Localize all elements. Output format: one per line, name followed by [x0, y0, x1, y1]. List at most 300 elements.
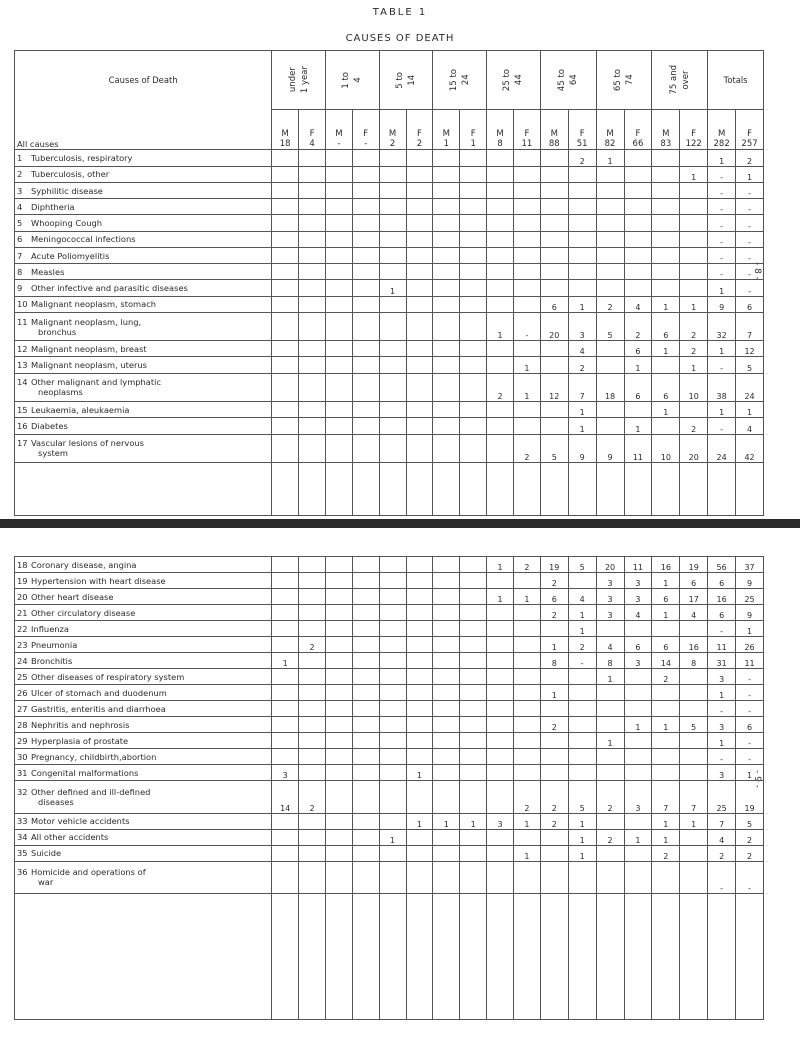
count-cell: 24 — [736, 373, 764, 401]
count-cell — [460, 199, 487, 215]
count-cell — [433, 557, 460, 573]
count-cell — [352, 621, 379, 637]
blank-cell — [433, 463, 460, 516]
count-cell — [299, 685, 326, 701]
count-cell — [325, 829, 352, 845]
count-cell — [352, 402, 379, 418]
blank-cell — [596, 463, 624, 516]
count-cell: 3 — [272, 765, 299, 781]
count-cell — [596, 418, 624, 434]
sex-header: M — [662, 129, 670, 140]
cause-text: Syphilitic disease — [31, 185, 103, 196]
blank-cell — [299, 893, 326, 1019]
count-cell — [513, 669, 540, 685]
count-cell — [352, 296, 379, 312]
count-cell — [272, 685, 299, 701]
count-cell: 3 — [708, 669, 736, 685]
count-cell — [299, 402, 326, 418]
count-cell: 1 — [513, 373, 540, 401]
count-cell: 10 — [680, 373, 708, 401]
count-cell — [652, 247, 680, 263]
causes-of-death-table-part-1 — [14, 50, 764, 516]
blank-cell — [708, 893, 736, 1019]
count-cell — [513, 653, 540, 669]
count-cell: - — [736, 280, 764, 296]
blank-cell — [736, 893, 764, 1019]
age-group-label-line: over — [680, 70, 691, 90]
cause-number: 26 — [17, 687, 28, 698]
count-cell — [272, 418, 299, 434]
count-cell — [352, 215, 379, 231]
table-row — [15, 749, 764, 765]
table-row — [15, 653, 764, 669]
count-cell — [568, 280, 596, 296]
count-cell — [680, 150, 708, 166]
cause-number: 31 — [17, 767, 28, 778]
count-cell — [325, 701, 352, 717]
count-cell — [652, 280, 680, 296]
count-cell: 4 — [568, 341, 596, 357]
count-cell — [487, 166, 514, 182]
cause-number: 24 — [17, 655, 28, 666]
count-cell: 9 — [736, 573, 764, 589]
count-cell: 1 — [406, 813, 433, 829]
count-cell — [272, 247, 299, 263]
blank-cell — [568, 463, 596, 516]
count-cell — [299, 166, 326, 182]
count-cell — [596, 621, 624, 637]
count-cell — [352, 247, 379, 263]
sex-header: F — [635, 129, 641, 140]
count-cell: 4 — [736, 418, 764, 434]
all-causes-count: 1 — [443, 139, 450, 150]
count-cell — [406, 357, 433, 373]
count-cell: 2 — [513, 434, 540, 462]
count-cell — [379, 605, 406, 621]
count-cell — [540, 845, 568, 861]
count-cell — [652, 231, 680, 247]
cause-text-continued: bronchus — [38, 326, 77, 337]
cause-text: Ulcer of stomach and duodenum — [31, 687, 167, 698]
blank-cell — [624, 893, 652, 1019]
table-row — [15, 150, 764, 166]
age-group-header — [540, 51, 596, 110]
count-cell — [652, 861, 680, 893]
count-cell — [299, 150, 326, 166]
count-cell: - — [513, 312, 540, 340]
count-cell: - — [708, 264, 736, 280]
count-cell — [406, 166, 433, 182]
count-cell — [680, 749, 708, 765]
count-cell: 1 — [736, 765, 764, 781]
count-cell — [487, 669, 514, 685]
count-cell — [652, 621, 680, 637]
all-causes-count: 8 — [497, 139, 503, 150]
sex-header: M — [717, 129, 726, 140]
age-group-label-line: 5 to — [395, 71, 406, 89]
count-cell — [433, 357, 460, 373]
count-cell: 14 — [272, 781, 299, 813]
cause-text: Whooping Cough — [31, 218, 103, 229]
count-cell: 1 — [272, 653, 299, 669]
count-cell: 6 — [652, 637, 680, 653]
count-cell — [487, 573, 514, 589]
count-cell: - — [708, 231, 736, 247]
count-cell: 3 — [487, 813, 514, 829]
count-cell: 7 — [736, 312, 764, 340]
count-cell: 1 — [652, 829, 680, 845]
sex-total-cell — [433, 109, 460, 150]
page-number-8: - 8 - — [752, 262, 762, 280]
count-cell — [379, 296, 406, 312]
count-cell: 2 — [299, 781, 326, 813]
count-cell — [513, 733, 540, 749]
cause-label — [15, 653, 272, 669]
blank-cell — [652, 463, 680, 516]
all-causes-count: - — [364, 139, 368, 150]
count-cell — [352, 150, 379, 166]
count-cell: 1 — [596, 733, 624, 749]
cause-text: Diphtheria — [31, 201, 75, 212]
count-cell: 1 — [487, 557, 514, 573]
count-cell — [460, 215, 487, 231]
count-cell — [379, 653, 406, 669]
cause-number: 14 — [17, 377, 28, 388]
cause-label — [15, 749, 272, 765]
count-cell — [624, 199, 652, 215]
all-causes-count: 282 — [713, 139, 730, 150]
count-cell — [379, 701, 406, 717]
count-cell — [540, 357, 568, 373]
count-cell — [272, 402, 299, 418]
count-cell — [352, 573, 379, 589]
cause-label — [15, 573, 272, 589]
count-cell — [460, 829, 487, 845]
count-cell: 1 — [680, 813, 708, 829]
count-cell — [379, 166, 406, 182]
blank-cell — [272, 893, 299, 1019]
count-cell: - — [568, 653, 596, 669]
count-cell: 6 — [680, 573, 708, 589]
count-cell: 2 — [652, 845, 680, 861]
cause-number: 22 — [17, 623, 28, 634]
count-cell: 1 — [568, 296, 596, 312]
count-cell: 3 — [624, 589, 652, 605]
blank-cell — [433, 893, 460, 1019]
count-cell: 1 — [460, 813, 487, 829]
count-cell — [352, 166, 379, 182]
count-cell — [272, 829, 299, 845]
count-cell — [680, 733, 708, 749]
count-cell — [624, 845, 652, 861]
count-cell — [272, 813, 299, 829]
count-cell — [624, 733, 652, 749]
count-cell: 3 — [708, 765, 736, 781]
count-cell — [652, 733, 680, 749]
count-cell: 1 — [708, 150, 736, 166]
blank-cell — [568, 893, 596, 1019]
cause-label — [15, 231, 272, 247]
sex-header: M — [442, 129, 450, 140]
count-cell: 2 — [708, 845, 736, 861]
cause-label — [15, 637, 272, 653]
cause-number: 34 — [17, 832, 28, 843]
count-cell — [352, 717, 379, 733]
count-cell — [568, 701, 596, 717]
count-cell: - — [708, 182, 736, 198]
count-cell: 3 — [624, 653, 652, 669]
count-cell — [325, 733, 352, 749]
count-cell — [487, 749, 514, 765]
count-cell: 2 — [540, 813, 568, 829]
count-cell — [272, 434, 299, 462]
count-cell: 6 — [736, 717, 764, 733]
count-cell: 1 — [652, 717, 680, 733]
count-cell — [624, 231, 652, 247]
page-number-9: - 9 - — [752, 770, 762, 788]
count-cell: 1 — [487, 589, 514, 605]
count-cell: 11 — [624, 434, 652, 462]
count-cell — [596, 215, 624, 231]
table-row — [15, 765, 764, 781]
count-cell: 2 — [540, 605, 568, 621]
sex-total-cell — [379, 109, 406, 150]
count-cell: 26 — [736, 637, 764, 653]
count-cell — [352, 557, 379, 573]
count-cell: 1 — [540, 685, 568, 701]
table-row — [15, 605, 764, 621]
blank-cell — [460, 893, 487, 1019]
count-cell — [568, 264, 596, 280]
count-cell — [624, 280, 652, 296]
cause-number: 16 — [17, 420, 28, 431]
blank-cell — [272, 463, 299, 516]
count-cell — [540, 701, 568, 717]
count-cell — [487, 402, 514, 418]
count-cell — [487, 605, 514, 621]
cause-number: 36 — [17, 867, 28, 878]
count-cell — [433, 701, 460, 717]
table-row — [15, 845, 764, 861]
count-cell — [680, 402, 708, 418]
cause-label — [15, 701, 272, 717]
count-cell: 19 — [680, 557, 708, 573]
cause-text: Hyperplasia of prostate — [31, 735, 129, 746]
cause-number: 12 — [17, 343, 28, 354]
count-cell — [352, 418, 379, 434]
count-cell — [624, 813, 652, 829]
cause-text: Coronary disease, angina — [31, 559, 137, 570]
count-cell: 2 — [513, 781, 540, 813]
count-cell: 1 — [652, 605, 680, 621]
table-row — [15, 861, 764, 893]
cause-number: 35 — [17, 848, 28, 859]
count-cell — [379, 150, 406, 166]
count-cell: 4 — [624, 605, 652, 621]
count-cell: 16 — [652, 557, 680, 573]
count-cell — [406, 829, 433, 845]
count-cell — [379, 637, 406, 653]
count-cell: - — [708, 418, 736, 434]
count-cell — [460, 231, 487, 247]
count-cell: 8 — [596, 653, 624, 669]
count-cell — [596, 717, 624, 733]
count-cell: 1 — [652, 813, 680, 829]
count-cell — [513, 166, 540, 182]
blank-cell — [460, 463, 487, 516]
blank-cell — [487, 463, 514, 516]
count-cell: 1 — [736, 621, 764, 637]
count-cell — [379, 669, 406, 685]
count-cell: 6 — [736, 296, 764, 312]
count-cell — [513, 150, 540, 166]
sex-header: F — [363, 129, 369, 140]
blank-cell — [540, 463, 568, 516]
count-cell: 1 — [708, 341, 736, 357]
count-cell — [624, 701, 652, 717]
count-cell — [460, 573, 487, 589]
count-cell — [272, 231, 299, 247]
count-cell — [272, 199, 299, 215]
count-cell — [352, 182, 379, 198]
count-cell: 1 — [513, 845, 540, 861]
cause-label — [15, 247, 272, 263]
blank-cell — [652, 893, 680, 1019]
blank-cell — [325, 893, 352, 1019]
cause-label — [15, 765, 272, 781]
table-row — [15, 829, 764, 845]
count-cell — [680, 247, 708, 263]
count-cell — [379, 557, 406, 573]
count-cell — [406, 199, 433, 215]
count-cell: 5 — [736, 357, 764, 373]
count-cell — [406, 861, 433, 893]
count-cell — [568, 182, 596, 198]
count-cell — [406, 573, 433, 589]
count-cell — [379, 357, 406, 373]
count-cell — [352, 373, 379, 401]
count-cell — [460, 402, 487, 418]
count-cell — [487, 781, 514, 813]
sex-total-cell — [708, 109, 736, 150]
count-cell — [680, 182, 708, 198]
age-group-label — [448, 69, 472, 91]
table-row — [15, 813, 764, 829]
sex-total-cell — [272, 109, 299, 150]
sex-total-cell — [325, 109, 352, 150]
count-cell — [325, 845, 352, 861]
count-cell: 1 — [596, 150, 624, 166]
count-cell — [487, 418, 514, 434]
all-causes-count: 83 — [660, 139, 672, 150]
count-cell — [596, 685, 624, 701]
count-cell: 38 — [708, 373, 736, 401]
count-cell — [406, 557, 433, 573]
count-cell — [460, 296, 487, 312]
blank-cell — [680, 893, 708, 1019]
count-cell: 2 — [568, 150, 596, 166]
count-cell: - — [736, 215, 764, 231]
count-cell: - — [736, 231, 764, 247]
count-cell — [433, 861, 460, 893]
count-cell — [272, 621, 299, 637]
count-cell — [352, 199, 379, 215]
count-cell — [596, 341, 624, 357]
sex-total-cell — [406, 109, 433, 150]
count-cell — [433, 733, 460, 749]
cause-text: Homicide and operations of — [31, 867, 146, 878]
count-cell — [325, 605, 352, 621]
sex-total-cell — [352, 109, 379, 150]
count-cell — [299, 373, 326, 401]
count-cell — [379, 765, 406, 781]
count-cell: 8 — [540, 653, 568, 669]
count-cell — [299, 434, 326, 462]
count-cell — [433, 215, 460, 231]
count-cell — [325, 418, 352, 434]
count-cell — [325, 402, 352, 418]
count-cell: 6 — [708, 573, 736, 589]
count-cell — [624, 150, 652, 166]
count-cell: 1 — [568, 829, 596, 845]
count-cell: 6 — [708, 605, 736, 621]
age-group-header — [596, 51, 652, 110]
blank-cell — [406, 463, 433, 516]
count-cell — [379, 418, 406, 434]
count-cell — [460, 733, 487, 749]
count-cell: - — [708, 701, 736, 717]
count-cell: - — [708, 861, 736, 893]
blank-cell — [680, 463, 708, 516]
cause-text: Nephritis and nephrosis — [31, 719, 130, 730]
count-cell — [568, 166, 596, 182]
age-group-header — [708, 51, 764, 110]
count-cell — [299, 813, 326, 829]
count-cell — [433, 231, 460, 247]
cause-text: Other diseases of respiratory system — [31, 671, 185, 682]
count-cell: 1 — [513, 357, 540, 373]
age-group-label-line: under — [287, 67, 298, 93]
count-cell — [568, 717, 596, 733]
cause-text: Measles — [31, 266, 65, 277]
table-row — [15, 557, 764, 573]
count-cell — [379, 749, 406, 765]
count-cell — [596, 247, 624, 263]
count-cell — [680, 765, 708, 781]
count-cell — [406, 701, 433, 717]
sex-total-cell — [652, 109, 680, 150]
count-cell — [406, 341, 433, 357]
count-cell — [487, 215, 514, 231]
count-cell — [596, 166, 624, 182]
count-cell — [460, 341, 487, 357]
count-cell — [487, 829, 514, 845]
count-cell — [325, 749, 352, 765]
table-caption: CAUSES OF DEATH — [345, 33, 455, 44]
count-cell: 4 — [708, 829, 736, 845]
blank-cell — [540, 893, 568, 1019]
count-cell: 1 — [568, 621, 596, 637]
count-cell — [352, 685, 379, 701]
count-cell — [540, 215, 568, 231]
count-cell: 2 — [680, 341, 708, 357]
count-cell — [624, 669, 652, 685]
count-cell: - — [736, 861, 764, 893]
count-cell: 32 — [708, 312, 736, 340]
blank-cell — [708, 463, 736, 516]
count-cell: 3 — [624, 781, 652, 813]
all-causes-text: All causes — [17, 139, 59, 150]
